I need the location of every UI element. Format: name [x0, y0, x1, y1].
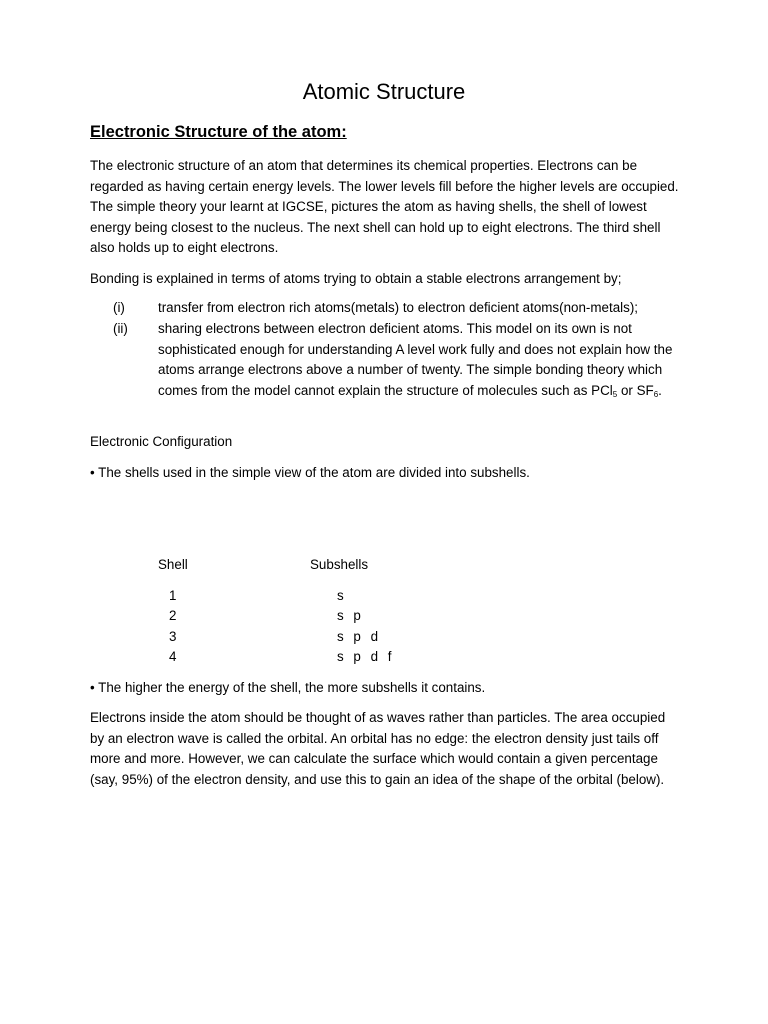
table-row — [0, 606, 768, 626]
sub-heading-electronic-configuration: Electronic Configuration — [90, 434, 233, 449]
list-item-text-end: . — [658, 382, 662, 398]
shell-subshells: s — [337, 588, 344, 603]
list-marker: (i) — [113, 300, 125, 315]
section-heading: Electronic Structure of the atom: — [90, 123, 347, 141]
table-header-shell: Shell — [158, 557, 188, 572]
shell-number: 4 — [169, 649, 177, 664]
bullet-subshells: • The shells used in the simple view of the atom are divided into subshells. — [90, 465, 530, 480]
list-marker: (ii) — [113, 321, 128, 336]
list-item-text-main: sharing electrons between electron deficient atoms. This model on its own is not sophisticated enough for understanding A level work fully and does not explain how the atoms arrange electrons above a number of twenty. The simple bonding theory which comes from the model cannot explain the structure of molecules such as PCl — [158, 321, 673, 398]
subscript-5: 5 — [612, 389, 618, 399]
table-row — [0, 647, 768, 667]
shell-subshells: s p d — [337, 629, 379, 644]
shell-number: 2 — [169, 608, 177, 623]
table-header-subshells: Subshells — [310, 557, 369, 572]
shell-subshells: s p — [337, 608, 361, 623]
list-item-text-mid: or SF — [617, 382, 654, 398]
bullet-higher-energy: • The higher the energy of the shell, the more subshells it contains. — [90, 680, 486, 695]
document-title: Atomic Structure — [302, 79, 466, 104]
paragraph-orbitals: Electrons inside the atom should be thought of as waves rather than particles. The area occupied by an electron wave is called the orbital. An orbital has no edge: the electron density just tails off more and more. However, we can calculate the surface which would contain a given percentage (say, 95%) of the electron density, and use this to gain an idea of the shape of the orbital (below). — [90, 710, 666, 787]
subscript-6: 6 — [653, 389, 659, 399]
paragraph-electronic-structure: The electronic structure of an atom that determines its chemical properties. Electrons can be regarded as having certain energy levels. The lower levels fill before the higher levels are occupied. The simple theory your learnt at IGCSE, pictures the atom as having shells, the shell of lowest energy being closest to the nucleus. The next shell can hold up to eight electrons. The third shell also holds up to eight electrons. — [90, 158, 679, 255]
shell-subshells: s p d f — [337, 649, 392, 664]
list-item-text — [158, 319, 680, 401]
table-row — [0, 627, 768, 647]
shell-number: 1 — [169, 588, 177, 603]
list-item-text: transfer from electron rich atoms(metals) to electron deficient atoms(non-metals); — [158, 300, 639, 315]
table-row — [0, 586, 768, 606]
shell-number: 3 — [169, 629, 177, 644]
paragraph-bonding: Bonding is explained in terms of atoms trying to obtain a stable electrons arrangement by; — [90, 271, 622, 286]
